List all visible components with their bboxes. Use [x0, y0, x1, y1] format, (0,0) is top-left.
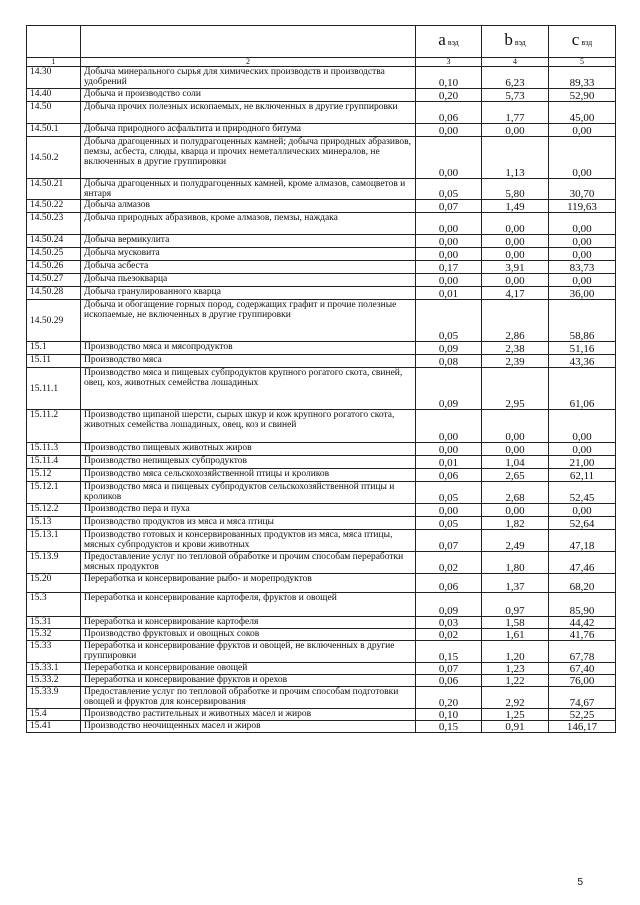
row-value-a: 0,01 [416, 456, 482, 469]
table-row [27, 261, 616, 274]
row-value-b: 1,04 [482, 456, 549, 469]
row-name: Производство мяса и мясопродуктов [81, 342, 416, 355]
row-code: 14.50.21 [27, 179, 81, 200]
table-row [27, 235, 616, 248]
row-name: Переработка и консервирование картофеля [81, 617, 416, 629]
row-value-a: 0,20 [416, 687, 482, 709]
row-name: Добыча гранулированного кварца [81, 287, 416, 300]
table-row [27, 456, 616, 469]
row-value-a: 0,05 [416, 300, 482, 342]
row-value-a: 0,17 [416, 261, 482, 274]
row-value-c: 45,00 [549, 102, 616, 124]
row-code: 15.41 [27, 721, 81, 733]
table-row [27, 300, 616, 342]
row-value-a: 0,00 [416, 443, 482, 456]
row-code: 14.50.27 [27, 274, 81, 287]
row-value-a: 0,09 [416, 593, 482, 617]
row-value-a: 0,00 [416, 137, 482, 179]
column-index: 3 [416, 58, 482, 67]
row-value-c: 0,00 [549, 213, 616, 235]
table-row [27, 67, 616, 89]
row-value-b: 2,38 [482, 342, 549, 355]
row-name: Производство пера и пуха [81, 504, 416, 517]
table-row [27, 213, 616, 235]
row-code: 15.12.1 [27, 482, 81, 504]
row-value-c: 30,70 [549, 179, 616, 200]
table-row [27, 179, 616, 200]
row-code: 15.4 [27, 709, 81, 721]
row-value-c: 21,00 [549, 456, 616, 469]
table-row [27, 593, 616, 617]
row-value-b: 0,00 [482, 410, 549, 443]
row-code: 14.50.25 [27, 248, 81, 261]
row-value-b: 0,00 [482, 274, 549, 287]
row-code: 15.33.9 [27, 687, 81, 709]
row-name: Переработка и консервирование фруктов и овощей, не включенных в другие группировки [81, 641, 416, 663]
row-value-a: 0,09 [416, 368, 482, 410]
row-name: Производство растительных и животных масел и жиров [81, 709, 416, 721]
row-value-b: 1,20 [482, 641, 549, 663]
row-name: Добыча пьезокварца [81, 274, 416, 287]
row-code: 14.50.22 [27, 200, 81, 213]
row-value-c: 43,36 [549, 355, 616, 368]
row-code: 15.33.1 [27, 663, 81, 675]
row-value-b: 2,86 [482, 300, 549, 342]
row-name: Добыча и обогащение горных пород, содержащих графит и прочие полезные ископаемые, не включенных в другие группировки [81, 300, 416, 342]
row-value-b: 1,25 [482, 709, 549, 721]
row-value-a: 0,00 [416, 274, 482, 287]
row-value-c: 51,16 [549, 342, 616, 355]
table-row [27, 124, 616, 137]
table-row [27, 709, 616, 721]
row-value-a: 0,00 [416, 410, 482, 443]
row-value-a: 0,09 [416, 342, 482, 355]
row-name: Добыча природных абразивов, кроме алмазов, пемзы, наждака [81, 213, 416, 235]
table-row [27, 641, 616, 663]
row-code: 15.11.3 [27, 443, 81, 456]
table-row [27, 574, 616, 593]
row-name: Производство пищевых животных жиров [81, 443, 416, 456]
table-row [27, 663, 616, 675]
row-name: Производство мяса и пищевых субпродуктов крупного рогатого скота, свиней, овец, коз, животных семейства лошадиных [81, 368, 416, 410]
row-code: 15.33 [27, 641, 81, 663]
row-name: Добыча прочих полезных ископаемых, не включенных в другие группировки [81, 102, 416, 124]
header-b-sub: вэд [514, 38, 526, 47]
row-code: 14.40 [27, 89, 81, 102]
row-value-a: 0,15 [416, 641, 482, 663]
row-value-c: 52,64 [549, 517, 616, 530]
row-value-a: 0,06 [416, 102, 482, 124]
header-cell-b [482, 26, 549, 58]
row-code: 14.50.24 [27, 235, 81, 248]
row-value-c: 41,76 [549, 629, 616, 641]
row-value-a: 0,00 [416, 235, 482, 248]
header-cell-a [416, 26, 482, 58]
row-value-a: 0,06 [416, 574, 482, 593]
table-row [27, 342, 616, 355]
row-value-c: 0,00 [549, 410, 616, 443]
table-row [27, 552, 616, 574]
row-name: Добыча природного асфальтита и природного битума [81, 124, 416, 137]
row-code: 15.11.1 [27, 368, 81, 410]
row-value-c: 0,00 [549, 504, 616, 517]
table-row [27, 200, 616, 213]
row-name: Добыча минерального сырья для химических производств и производства удобрений [81, 67, 416, 89]
row-code: 15.3 [27, 593, 81, 617]
row-name: Добыча асбеста [81, 261, 416, 274]
row-value-b: 3,91 [482, 261, 549, 274]
table-row [27, 617, 616, 629]
row-value-b: 1,61 [482, 629, 549, 641]
row-value-a: 0,02 [416, 629, 482, 641]
row-value-a: 0,07 [416, 200, 482, 213]
row-value-b: 2,68 [482, 482, 549, 504]
row-name: Добыча драгоценных и полудрагоценных камней, кроме алмазов, самоцветов и янтаря [81, 179, 416, 200]
row-name: Производство неочищенных масел и жиров [81, 721, 416, 733]
row-value-b: 5,73 [482, 89, 549, 102]
row-code: 15.20 [27, 574, 81, 593]
row-value-b: 0,97 [482, 593, 549, 617]
header-c-var: c [571, 30, 580, 49]
row-code: 14.50.2 [27, 137, 81, 179]
row-value-b: 0,00 [482, 124, 549, 137]
row-value-b: 1,58 [482, 617, 549, 629]
table-row [27, 504, 616, 517]
row-code: 15.12.2 [27, 504, 81, 517]
row-value-b: 0,00 [482, 443, 549, 456]
header-a-sub: вэд [447, 38, 459, 47]
row-value-c: 0,00 [549, 443, 616, 456]
row-value-c: 146,17 [549, 721, 616, 733]
row-value-c: 52,25 [549, 709, 616, 721]
row-code: 15.13.1 [27, 530, 81, 552]
row-value-b: 5,80 [482, 179, 549, 200]
row-value-b: 2,49 [482, 530, 549, 552]
header-cell-code [27, 26, 81, 58]
row-value-c: 0,00 [549, 137, 616, 179]
row-value-b: 1,37 [482, 574, 549, 593]
row-value-b: 4,17 [482, 287, 549, 300]
row-code: 15.32 [27, 629, 81, 641]
row-code: 15.12 [27, 469, 81, 482]
row-name: Производство щипаной шерсти, сырых шкур и кож крупного рогатого скота, животных семейства лошадиных, овец, коз и свиней [81, 410, 416, 443]
row-value-b: 1,80 [482, 552, 549, 574]
row-name: Производство продуктов из мяса и мяса птицы [81, 517, 416, 530]
row-code: 14.50 [27, 102, 81, 124]
row-name: Переработка и консервирование фруктов и орехов [81, 675, 416, 687]
row-name: Добыча алмазов [81, 200, 416, 213]
row-code: 14.50.29 [27, 300, 81, 342]
row-value-a: 0,02 [416, 552, 482, 574]
table-row [27, 629, 616, 641]
row-code: 15.33.2 [27, 675, 81, 687]
row-name: Добыча и производство соли [81, 89, 416, 102]
row-name: Производство непищевых субпродуктов [81, 456, 416, 469]
row-name: Производство готовых и консервированных продуктов из мяса, мяса птицы, мясных субпродуктов и крови животных [81, 530, 416, 552]
row-value-c: 47,46 [549, 552, 616, 574]
table-row [27, 248, 616, 261]
table-row [27, 687, 616, 709]
column-index: 1 [27, 58, 81, 67]
row-value-c: 0,00 [549, 274, 616, 287]
row-value-c: 68,20 [549, 574, 616, 593]
row-value-a: 0,08 [416, 355, 482, 368]
row-value-c: 89,33 [549, 67, 616, 89]
row-name: Добыча вермикулита [81, 235, 416, 248]
row-name: Добыча драгоценных и полудрагоценных камней; добыча природных абразивов, пемзы, асбеста, слюды, кварца и прочих неметаллических минералов, не включенных в другие группировки [81, 137, 416, 179]
row-code: 14.50.23 [27, 213, 81, 235]
header-b-var: b [504, 30, 513, 49]
page-number: 5 [577, 877, 583, 888]
row-value-c: 83,73 [549, 261, 616, 274]
table-row [27, 102, 616, 124]
row-value-b: 2,65 [482, 469, 549, 482]
table-row [27, 443, 616, 456]
row-code: 15.13.9 [27, 552, 81, 574]
row-code: 15.31 [27, 617, 81, 629]
row-value-b: 1,23 [482, 663, 549, 675]
table-row [27, 721, 616, 733]
row-value-c: 67,78 [549, 641, 616, 663]
header-a-var: a [438, 30, 446, 49]
table-row [27, 287, 616, 300]
row-value-c: 0,00 [549, 235, 616, 248]
header-row [27, 26, 616, 58]
row-value-b: 1,77 [482, 102, 549, 124]
row-value-c: 58,86 [549, 300, 616, 342]
row-value-c: 52,90 [549, 89, 616, 102]
table-row [27, 89, 616, 102]
table-row [27, 482, 616, 504]
row-value-b: 6,23 [482, 67, 549, 89]
row-value-c: 62,11 [549, 469, 616, 482]
row-value-b: 1,13 [482, 137, 549, 179]
row-code: 15.11 [27, 355, 81, 368]
row-value-a: 0,06 [416, 469, 482, 482]
row-value-a: 0,05 [416, 179, 482, 200]
row-code: 15.11.2 [27, 410, 81, 443]
row-code: 14.50.26 [27, 261, 81, 274]
row-value-b: 1,49 [482, 200, 549, 213]
row-value-b: 0,00 [482, 235, 549, 248]
row-name: Добыча мусковита [81, 248, 416, 261]
row-code: 15.1 [27, 342, 81, 355]
column-index-row [27, 58, 616, 67]
table-row [27, 410, 616, 443]
table-row [27, 355, 616, 368]
table-row [27, 469, 616, 482]
row-value-c: 119,63 [549, 200, 616, 213]
row-code: 14.50.1 [27, 124, 81, 137]
table-row [27, 274, 616, 287]
row-name: Производство мяса [81, 355, 416, 368]
row-value-a: 0,10 [416, 709, 482, 721]
row-value-b: 0,91 [482, 721, 549, 733]
row-value-b: 0,00 [482, 213, 549, 235]
row-name: Переработка и консервирование рыбо- и морепродуктов [81, 574, 416, 593]
row-name: Переработка и консервирование овощей [81, 663, 416, 675]
row-value-a: 0,10 [416, 67, 482, 89]
row-value-c: 0,00 [549, 248, 616, 261]
table-row [27, 675, 616, 687]
header-c-sub: вэд [581, 38, 593, 47]
row-value-b: 0,00 [482, 504, 549, 517]
row-value-a: 0,07 [416, 530, 482, 552]
row-value-b: 2,39 [482, 355, 549, 368]
row-name: Предоставление услуг по тепловой обработке и прочим способам переработки мясных продуктов [81, 552, 416, 574]
row-name: Производство фруктовых и овощных соков [81, 629, 416, 641]
table-row [27, 517, 616, 530]
row-value-c: 76,00 [549, 675, 616, 687]
column-index: 4 [482, 58, 549, 67]
row-value-a: 0,20 [416, 89, 482, 102]
row-value-a: 0,00 [416, 504, 482, 517]
row-value-c: 52,45 [549, 482, 616, 504]
row-value-c: 0,00 [549, 124, 616, 137]
row-value-a: 0,06 [416, 675, 482, 687]
row-value-a: 0,01 [416, 287, 482, 300]
row-value-a: 0,05 [416, 482, 482, 504]
row-value-a: 0,00 [416, 124, 482, 137]
row-value-a: 0,07 [416, 663, 482, 675]
row-value-a: 0,03 [416, 617, 482, 629]
row-value-b: 0,00 [482, 248, 549, 261]
header-cell-name [81, 26, 416, 58]
row-value-c: 44,42 [549, 617, 616, 629]
row-value-c: 36,00 [549, 287, 616, 300]
row-value-c: 85,90 [549, 593, 616, 617]
column-index: 2 [81, 58, 416, 67]
row-value-c: 61,06 [549, 368, 616, 410]
column-index: 5 [549, 58, 616, 67]
row-value-c: 47,18 [549, 530, 616, 552]
row-value-b: 1,82 [482, 517, 549, 530]
table-row [27, 368, 616, 410]
row-value-a: 0,00 [416, 248, 482, 261]
row-value-c: 67,40 [549, 663, 616, 675]
row-code: 14.30 [27, 67, 81, 89]
row-name: Переработка и консервирование картофеля, фруктов и овощей [81, 593, 416, 617]
table-row [27, 137, 616, 179]
row-name: Производство мяса и пищевых субпродуктов сельскохозяйственной птицы и кроликов [81, 482, 416, 504]
header-cell-c [549, 26, 616, 58]
coefficients-table [26, 25, 616, 733]
row-value-a: 0,00 [416, 213, 482, 235]
row-code: 15.11.4 [27, 456, 81, 469]
row-name: Предоставление услуг по тепловой обработке и прочим способам подготовки овощей и фруктов для консервирования [81, 687, 416, 709]
table-row [27, 530, 616, 552]
row-value-c: 74,67 [549, 687, 616, 709]
row-value-b: 2,95 [482, 368, 549, 410]
row-value-a: 0,15 [416, 721, 482, 733]
row-code: 15.13 [27, 517, 81, 530]
row-code: 14.50.28 [27, 287, 81, 300]
row-value-a: 0,05 [416, 517, 482, 530]
row-name: Производство мяса сельскохозяйственной птицы и кроликов [81, 469, 416, 482]
row-value-b: 1,22 [482, 675, 549, 687]
row-value-b: 2,92 [482, 687, 549, 709]
